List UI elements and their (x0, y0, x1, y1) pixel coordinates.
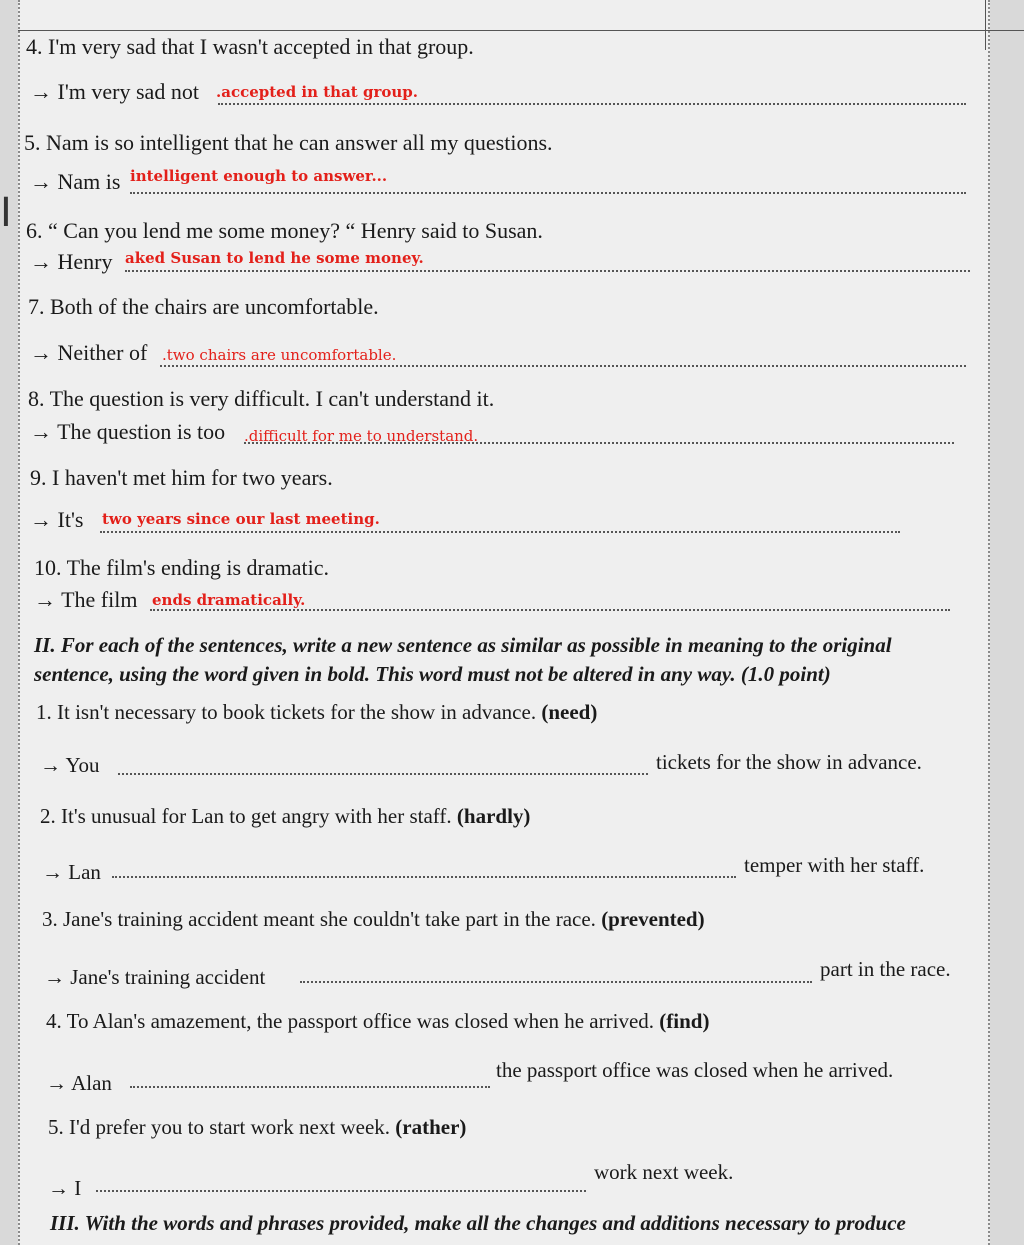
answer-lead-4: → I'm very sad not (30, 79, 199, 104)
s2-blank-4[interactable] (130, 1086, 490, 1088)
answer-9: two years since our last meeting. (102, 510, 380, 528)
answer-line-8 (244, 442, 954, 444)
section-3-heading: III. With the words and phrases provided, make all the changes and additions necessary to produce (50, 1211, 906, 1235)
question-7: 7. Both of the chairs are uncomfortable. (28, 294, 379, 319)
s2-question-4 (46, 1008, 709, 1034)
s2-keyword-3: (prevented) (601, 907, 705, 931)
s2-lead-3: → Jane's training accident (44, 965, 266, 989)
answer-lead-8: → The question is too (30, 419, 226, 444)
s2-question-3-text: 3. Jane's training accident meant she couldn't take part in the race. (42, 907, 596, 931)
answer-line-10 (150, 609, 950, 611)
section-2-heading-line1: II. For each of the sentences, write a new sentence as similar as possible in meaning to the original (34, 633, 892, 657)
question-8: 8. The question is very difficult. I can't understand it. (28, 386, 495, 411)
s2-blank-3[interactable] (300, 981, 812, 983)
question-6: 6. “ Can you lend me some money? “ Henry said to Susan. (26, 218, 543, 243)
s2-end-4: the passport office was closed when he arrived. (496, 1058, 894, 1082)
s2-keyword-2: (hardly) (456, 804, 531, 828)
s2-question-2-text: 2. It's unusual for Lan to get angry with her staff. (40, 804, 452, 828)
answer-line-4 (218, 103, 966, 105)
section-2-heading-line2: sentence, using the word given in bold. This word must not be altered in any way. (1.0 point) (34, 662, 831, 686)
text-cursor-icon: I (0, 190, 12, 236)
question-4: 4. I'm very sad that I wasn't accepted in that group. (26, 34, 474, 59)
s2-question-1 (36, 699, 597, 725)
answer-7: .two chairs are uncomfortable. (162, 346, 397, 364)
answer-lead-10: → The film (34, 587, 138, 612)
answer-lead-9: → It's (30, 507, 84, 532)
s2-question-3 (42, 906, 705, 932)
answer-lead-5: → Nam is (30, 169, 121, 194)
s2-question-1-text: 1. It isn't necessary to book tickets for the show in advance. (36, 700, 537, 724)
s2-end-1: tickets for the show in advance. (656, 750, 922, 774)
s2-question-4-text: 4. To Alan's amazement, the passport office was closed when he arrived. (46, 1009, 655, 1033)
answer-6: aked Susan to lend he some money. (125, 249, 424, 267)
answer-5: intelligent enough to answer... (130, 167, 388, 185)
s2-keyword-5: (rather) (395, 1115, 467, 1139)
answer-line-9 (100, 531, 900, 533)
s2-question-5 (48, 1114, 466, 1140)
s2-end-2: temper with her staff. (744, 853, 925, 877)
s2-lead-5: → I (48, 1176, 82, 1200)
s2-end-3: part in the race. (820, 957, 951, 981)
s2-lead-1: → You (40, 753, 100, 777)
s2-blank-2[interactable] (112, 876, 736, 878)
s2-blank-5[interactable] (96, 1190, 586, 1192)
question-10: 10. The film's ending is dramatic. (34, 555, 330, 580)
s2-question-5-text: 5. I'd prefer you to start work next week. (48, 1115, 391, 1139)
answer-line-7 (160, 365, 966, 367)
answer-4: .accepted in that group. (216, 83, 418, 101)
answer-line-6 (125, 270, 970, 272)
top-border (18, 30, 1024, 31)
right-rule (985, 0, 986, 50)
s2-end-5: work next week. (594, 1160, 734, 1184)
question-5: 5. Nam is so intelligent that he can answer all my questions. (24, 130, 553, 155)
answer-lead-7: → Neither of (30, 340, 148, 365)
answer-lead-6: → Henry (30, 249, 113, 274)
answer-line-5 (130, 192, 966, 194)
answer-8: .difficult for me to understand. (244, 427, 479, 445)
s2-keyword-1: (need) (541, 700, 598, 724)
s2-lead-4: → Alan (46, 1071, 112, 1095)
s2-question-2 (40, 803, 530, 829)
answer-10: ends dramatically. (152, 591, 306, 609)
s2-lead-2: → Lan (42, 860, 101, 884)
s2-blank-1[interactable] (118, 773, 648, 775)
s2-keyword-4: (find) (659, 1009, 710, 1033)
question-9: 9. I haven't met him for two years. (30, 465, 333, 490)
